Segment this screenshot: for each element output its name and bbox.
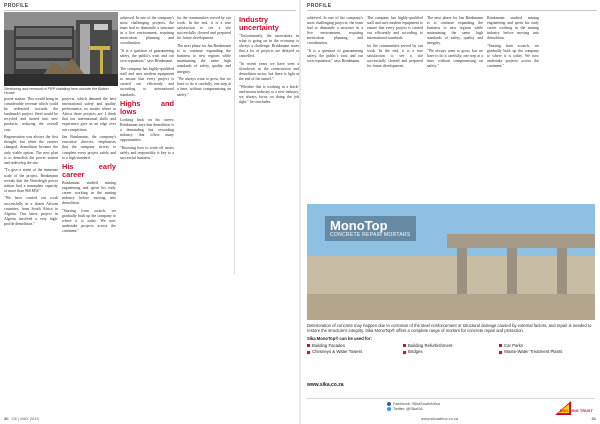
ad-website[interactable]: www.sika.co.za <box>307 382 344 388</box>
paragraph: The next phase for Jan Brinkmann is to continue expanding the business to new regions while maintaining the same high standards of safety, quality and integrity. <box>177 44 231 74</box>
column-2 <box>62 97 116 237</box>
paragraph: power station. This would bring in considerable revenue which could be redirected towards the landmark's project. Steel would be recycled and turned into new products, reducing the overall cost. <box>4 97 58 132</box>
list-item: Building Facades <box>307 343 403 348</box>
facebook-link[interactable]: Facebook: /SikaSouthAfrica <box>387 402 440 407</box>
magazine-issue: CE | MAY 2019 <box>11 416 39 421</box>
column-1 <box>307 16 363 67</box>
right-page <box>301 0 600 424</box>
paragraph: "Knowing how to write off assets safely and responsibly is key to a successful business." <box>120 145 174 160</box>
social-links <box>387 402 440 411</box>
paragraph: The company has highly-qualified staff and uses modern equipment to ensure that every project is carried out efficiently and according to international standards. <box>120 67 174 97</box>
list-item: Building Refurbishment <box>403 343 499 348</box>
paragraph: "We have carried out work successfully in a dozen African countries, from South Africa to Algeria. Our latest project in Algeria involved a very high-profile demolition." <box>4 196 58 226</box>
facebook-icon <box>387 402 391 406</box>
sidebar-paragraph: "Unfortunately, the uncertainty in what is going on in the economy is always a challenge. Brinkmann notes that a lot of projects are delayed or cancelled. <box>239 34 299 59</box>
subheading: Highs and lows <box>120 99 174 117</box>
list-item: Waste-Water Treatment Plants <box>499 349 595 354</box>
bullet-icon <box>307 351 310 354</box>
paragraph: "To give a sense of the immense scale of the project, Brinkmann reveals that the Waterleigh power station had a nameplate capacity of more than 960 MW." <box>4 168 58 193</box>
footer-website[interactable]: www.sikaafrica.co.za <box>421 416 459 421</box>
twitter-link[interactable]: Twitter: @SikaSA <box>387 407 440 412</box>
product-subtitle: CONCRETE REPAIR MORTARS <box>330 232 411 238</box>
header-rule <box>307 10 597 11</box>
header-rule <box>4 10 296 11</box>
paragraph: "It is a question of guaranteeing safety, the public's trust and our own reputation," says Brinkmann. <box>307 49 363 64</box>
ad-banner-image <box>307 204 595 320</box>
paragraph: "Starting from scratch, we gradually built up the company to where it is today. We now undertake projects across the continent." <box>487 44 539 69</box>
paragraph: Brinkmann studied mining engineering and spent his early career working in the mining industry before moving into demolition. <box>62 180 116 206</box>
list-item: Bridges <box>403 349 499 354</box>
column-4 <box>177 16 231 100</box>
paragraph: The company has highly-qualified staff and uses modern equipment to ensure that every project is carried out efficiently and according to international standards. <box>367 16 423 41</box>
paragraph: "We always want to grow, but we have to do it carefully, one step at a time, without compromising on safety." <box>177 77 231 97</box>
ad-product-title <box>325 216 416 241</box>
paragraph: "Starting from scratch, we gradually built up the company to where it is today. We now undertake projects across the continent." <box>62 208 116 234</box>
sika-advert <box>307 204 595 416</box>
building-illustration <box>4 12 118 86</box>
column-2 <box>367 16 423 72</box>
product-name: MonoTop <box>330 218 388 233</box>
sidebar-paragraph: "Whether this is working in a brick-and-mortar industry or a new industry, we always focus on doing the job right," he concludes. <box>239 85 299 105</box>
section-label: PROFILE <box>4 3 29 9</box>
ad-lead-text: Deterioration of concrete may happen due to corrosion of the steel reinforcement or structural damage caused by external factors, and repair is needed to restore the structure's integrity. Sika MonoTop® offers a complete range of mortars for concrete repair and protection. <box>307 323 592 333</box>
paragraph: "It is a question of guaranteeing safety, the public's trust and our own reputation," says Brinkmann. <box>120 49 174 64</box>
page-number: 30 <box>4 416 9 421</box>
paragraph: achieved. In one of the company's most challenging projects, the team had to dismantle a structure in a live environment, requiring meticulous planning and coordination. <box>120 16 174 46</box>
column-3 <box>120 16 174 164</box>
sidebar-heading: Industry uncertainty <box>239 15 279 32</box>
bullet-icon <box>499 351 502 354</box>
paragraph: for the communities served by our work. In the end, it is a true satisfaction to see a site successfully cleared and prepared for future development. <box>177 16 231 41</box>
page-number: 31 <box>591 416 596 421</box>
brand-tagline: BUILDING TRUST <box>559 409 593 413</box>
sidebar-paragraph: "In recent years we have seen a slowdown in the construction and demolition sector, but there is light at the end of the tunnel." <box>239 62 299 82</box>
column-4 <box>487 16 539 72</box>
paragraph: for the communities served by our work. In the end, it is a true satisfaction to see a site successfully cleared and prepared for future development. <box>367 44 423 69</box>
bullet-icon <box>403 344 406 347</box>
sidebar-box <box>234 16 299 274</box>
photo-caption: Sectioning and removal of FRP cladding from outside the Bolton House <box>4 87 109 96</box>
bullet-icon <box>403 351 406 354</box>
ad-footer-bar <box>307 398 595 416</box>
list-item: Car Parks <box>499 343 595 348</box>
twitter-icon <box>387 407 391 411</box>
paragraph: projects, which demand the best international safety and quality performance, no matter where in Africa those projects are. I think that our international skills and experience give us an edge over our competitors. <box>62 97 116 132</box>
cladding-photo <box>4 12 118 86</box>
ad-body <box>307 323 595 355</box>
paragraph: achieved. In one of the company's most challenging projects, the team had to dismantle a structure in a live environment, requiring meticulous planning and coordination. <box>307 16 363 46</box>
paragraph: Brinkmann studied mining engineering and spent his early career working in the mining industry before moving into demolition. <box>487 16 539 41</box>
paragraph: Looking back on his career, Brinkmann says that demolition is a demanding but rewarding industry that offers many opportunities. <box>120 117 174 143</box>
column-3 <box>427 16 483 72</box>
paragraph: "We always want to grow, but we have to do it carefully, one step at a time, without compromising on safety." <box>427 49 483 69</box>
section-label: PROFILE <box>307 3 332 9</box>
paragraph: Regeneration was always the first thought, but when the owners changed, demolition became the only viable option. The new plan is to demolish the power station and redevelop the site. <box>4 135 58 165</box>
paragraph: The next phase for Jan Brinkmann is to continue expanding the business to new regions while maintaining the same high standards of safety, quality and integrity. <box>427 16 483 46</box>
bullet-icon <box>499 344 502 347</box>
column-1 <box>4 97 58 230</box>
ad-applications-list <box>307 343 595 355</box>
left-page <box>0 0 299 424</box>
page-footer <box>4 416 39 421</box>
list-item: Chimneys & Water Towers <box>307 349 403 354</box>
paragraph: Jan Brinkmann, the company's executive director, emphasises that the company strives to complete every project safely and to a high standard. <box>62 135 116 160</box>
subheading: His early career <box>62 162 116 180</box>
bullet-icon <box>307 344 310 347</box>
ad-applications-heading: Sika MonoTop® can be used for: <box>307 336 372 341</box>
